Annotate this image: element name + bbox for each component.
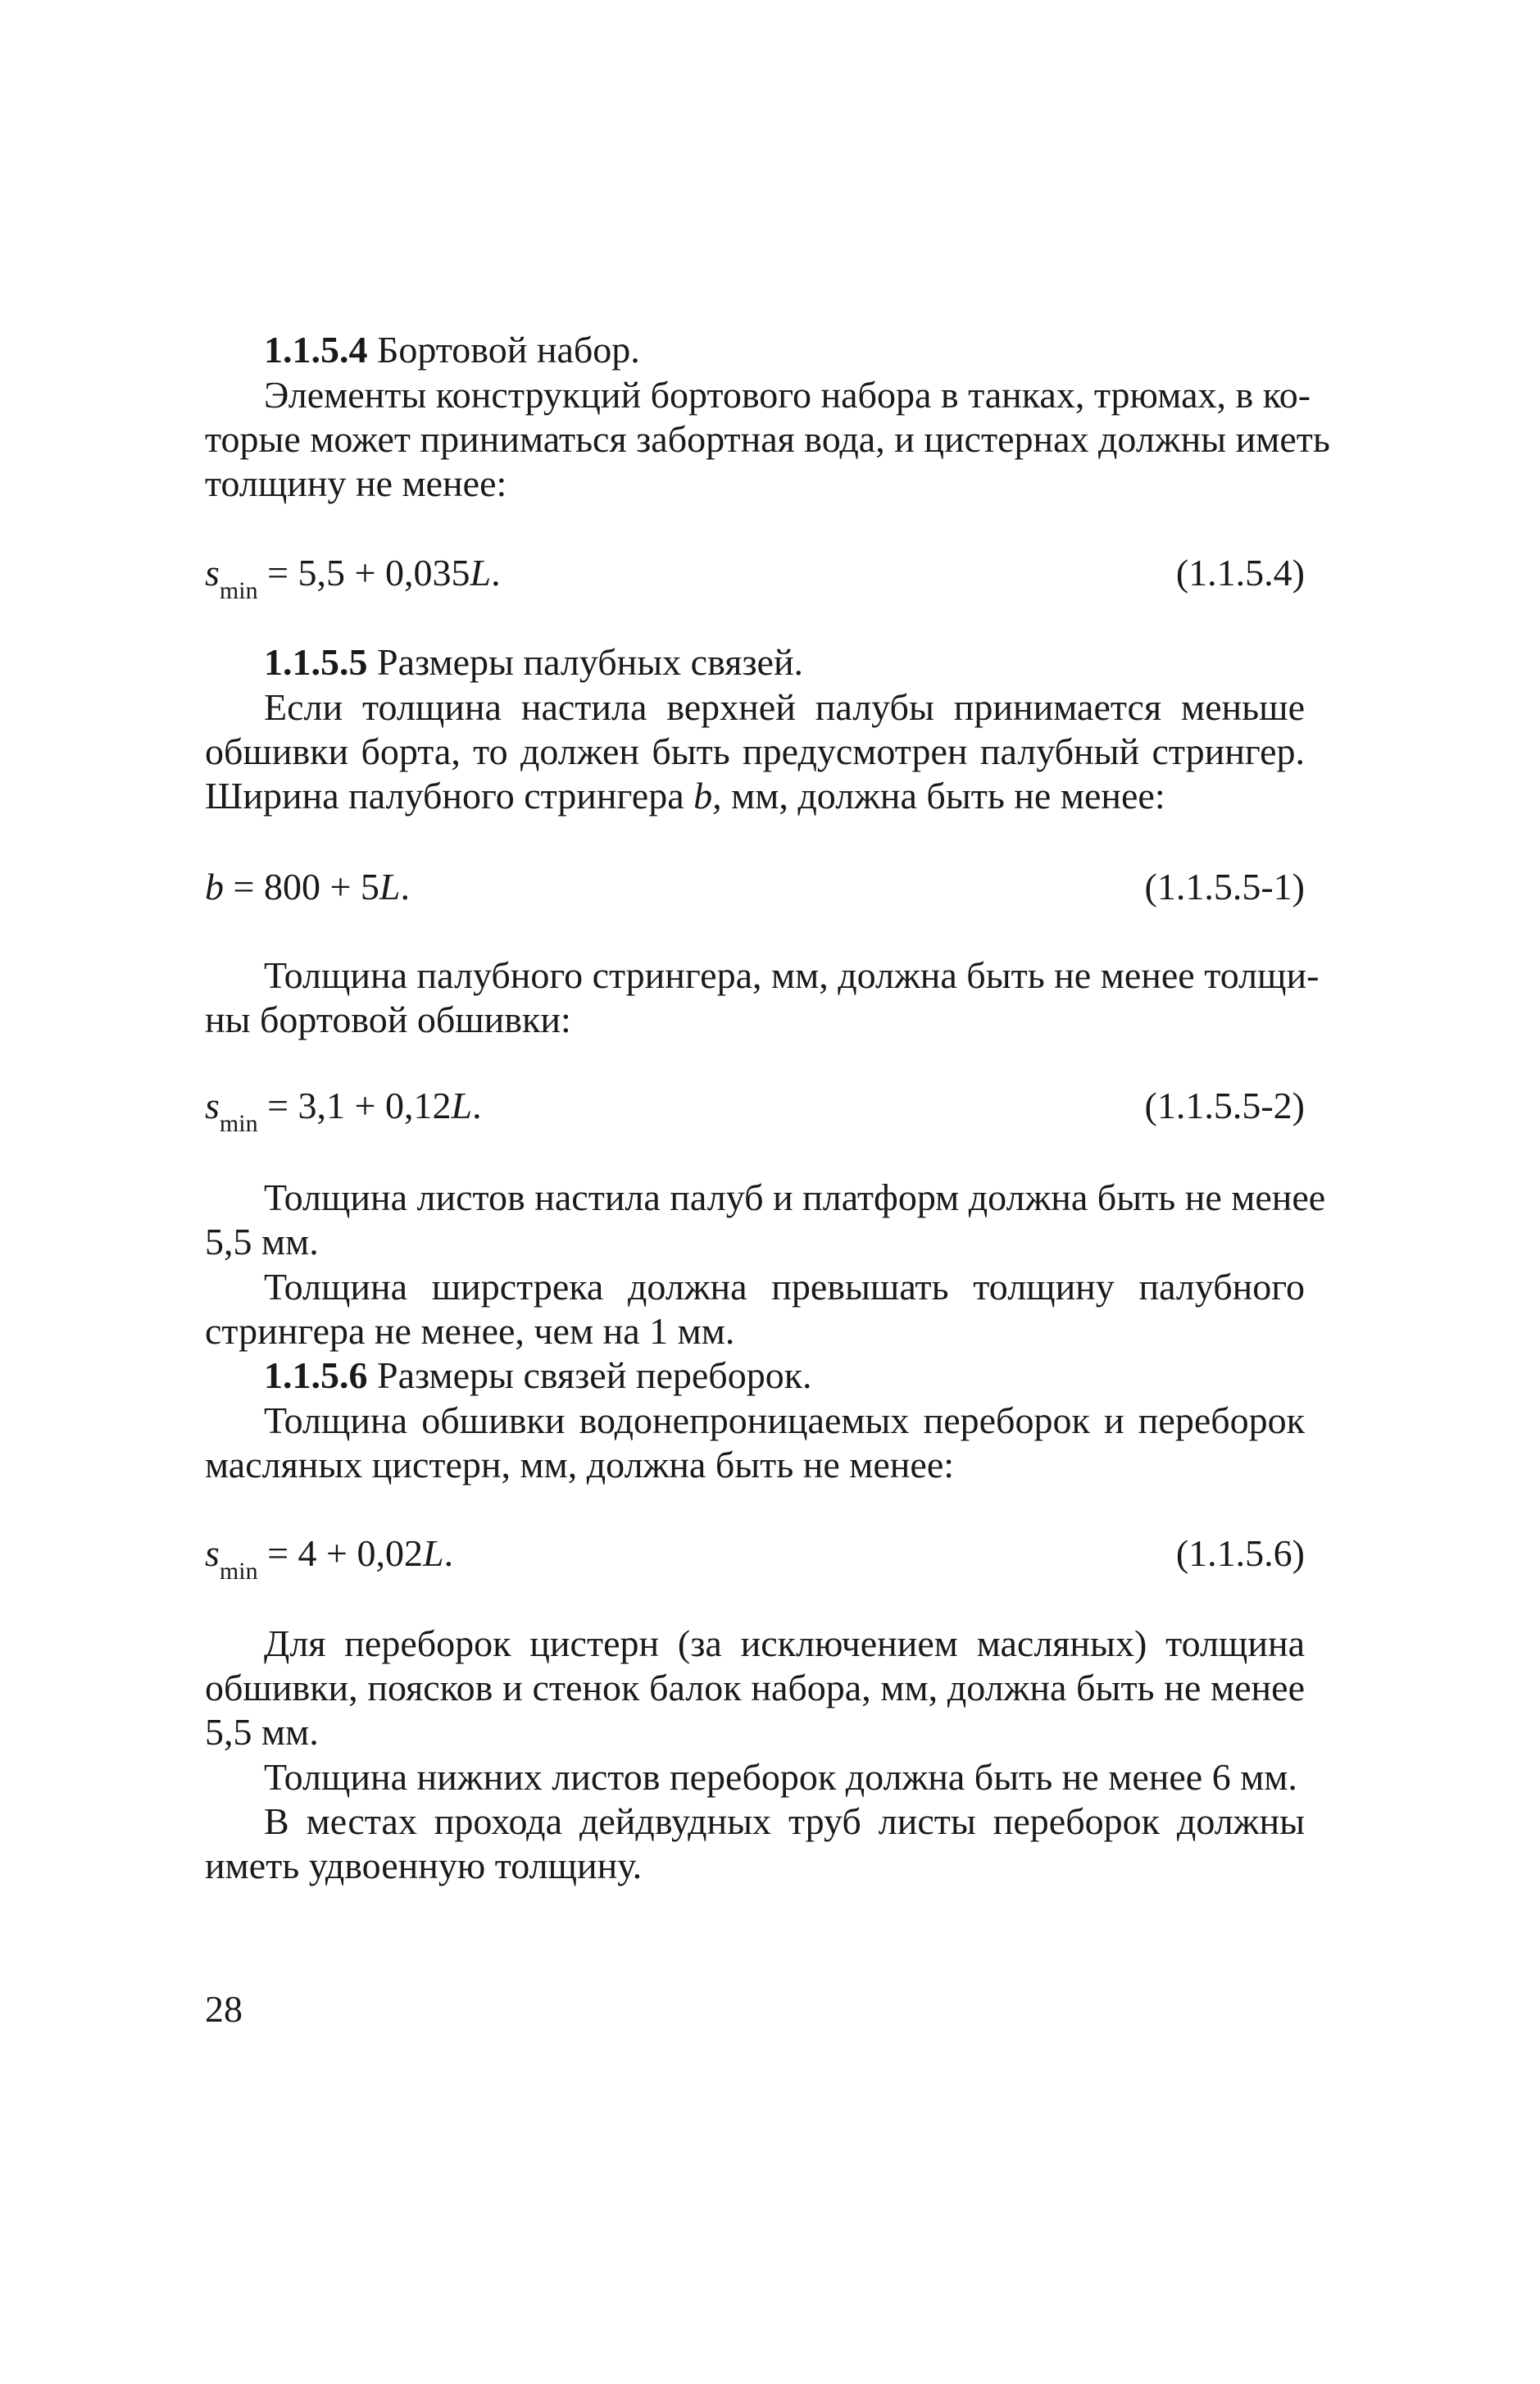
paragraph-line: Толщина палубного стрингера, мм, должна быть не менее толщи-	[264, 954, 1320, 996]
formula-expression: $s_{min} = 4 + 0,02L$.	[205, 1532, 454, 1585]
paragraph-line: Толщина листов настила палуб и платформ должна быть не менее	[264, 1176, 1326, 1218]
page-number: 28	[205, 1988, 243, 2030]
formula-number: (1.1.5.5-1)	[1144, 866, 1305, 908]
paragraph-line: Для переборок цистерн (за исключением масляных) толщина	[264, 1622, 1305, 1664]
formula-1-1-5-5-1	[205, 865, 1305, 914]
paragraph-line: 5,5 мм.	[205, 1221, 319, 1263]
formula-expression: b = 800 + 5L.	[205, 866, 410, 908]
paragraph-line: торые может приниматься забортная вода, и цистернах должны иметь	[205, 418, 1330, 460]
formula-expression: $s_{min} = 5,5 + 0,035L$.	[205, 552, 501, 604]
variable-b: b,	[693, 775, 722, 817]
paragraph-line: Толщина нижних листов переборок должна быть не менее 6 мм.	[264, 1756, 1297, 1798]
paragraph-line: Толщина ширстрека должна превышать толщину палубного	[264, 1266, 1305, 1308]
paragraph-line: обшивки, поясков и стенок балок набора, мм, должна быть не менее	[205, 1667, 1305, 1708]
section-heading-1-1-5-6	[264, 1354, 1305, 1398]
paragraph-line: ны бортовой обшивки:	[205, 999, 571, 1040]
section-title: Размеры связей переборок.	[377, 1354, 812, 1396]
paragraph-line: стрингера не менее, чем на 1 мм.	[205, 1310, 735, 1352]
formula-1-1-5-6	[205, 1531, 1305, 1585]
formula-number: (1.1.5.6)	[1175, 1532, 1305, 1574]
paragraph-line: Толщина обшивки водонепроницаемых переборок и переборок	[264, 1399, 1305, 1441]
paragraph-line: иметь удвоенную толщину.	[205, 1845, 643, 1886]
formula-1-1-5-4	[205, 551, 1305, 604]
paragraph-line: обшивки борта, то должен быть предусмотрен палубный стрингер.	[205, 730, 1305, 772]
paragraph-line: толщину не менее:	[205, 462, 507, 504]
section-title: Бортовой набор.	[377, 329, 640, 371]
paragraph-line: Если толщина настила верхней палубы принимается меньше	[264, 686, 1305, 728]
section-number: 1.1.5.6	[264, 1354, 368, 1396]
paragraph-line: Ширина палубного стрингера b, мм, должна быть не менее:	[205, 775, 1165, 817]
paragraph-line: В местах прохода дейдвудных труб листы переборок должны	[264, 1800, 1305, 1842]
section-number: 1.1.5.5	[264, 641, 368, 683]
formula-expression: $s_{min} = 3,1 + 0,12L$.	[205, 1085, 482, 1137]
section-number: 1.1.5.4	[264, 329, 368, 371]
formula-number: (1.1.5.4)	[1175, 552, 1305, 594]
section-heading-1-1-5-5	[264, 640, 1305, 685]
formula-1-1-5-5-2	[205, 1084, 1305, 1137]
section-title: Размеры палубных связей.	[377, 641, 804, 683]
formula-number: (1.1.5.5-2)	[1144, 1085, 1305, 1126]
paragraph-line: Элементы конструкций бортового набора в танках, трюмах, в ко-	[264, 374, 1311, 416]
section-heading-1-1-5-4	[264, 328, 1305, 372]
paragraph-line: масляных цистерн, мм, должна быть не менее:	[205, 1444, 955, 1485]
paragraph-line: 5,5 мм.	[205, 1711, 319, 1753]
